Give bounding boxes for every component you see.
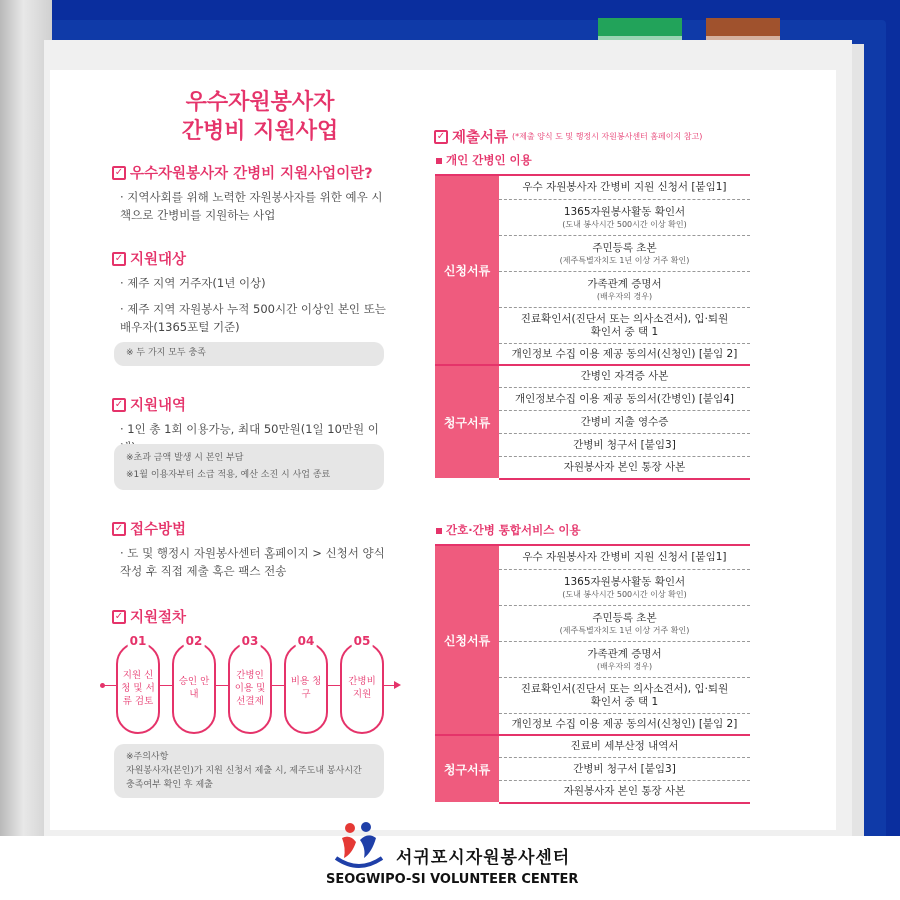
group-label: 신청서류 (435, 176, 499, 364)
group-claim-docs (435, 364, 750, 478)
step-label: 비용 청구 (290, 676, 322, 700)
caution-title: ※주의사항 (126, 752, 169, 762)
group-label: 신청서류 (435, 546, 499, 734)
process-start-dot (100, 683, 105, 688)
doc-row: 우수 자원봉사자 간병비 지원 신청서 [붙임1] (499, 176, 750, 200)
step-number: 03 (241, 634, 259, 648)
section-apply-heading (112, 518, 186, 539)
group-label: 청구서류 (435, 736, 499, 802)
target-note (114, 342, 384, 366)
process-flow (102, 632, 402, 752)
section-process-heading (112, 606, 186, 627)
doc-row: 간병인 자격증 사본 (499, 366, 750, 388)
checkbox-icon: ✓ (434, 130, 448, 144)
subsection-integrated-title: 간호·간병 통합서비스 이용 (446, 523, 581, 537)
arrow-right-icon (394, 681, 401, 689)
target-note-text: ※ 두 가지 모두 충족 (126, 348, 206, 358)
step-label: 간병인 이용 및 선결제 (234, 669, 266, 707)
doc-row: 간병비 지출 영수증 (499, 411, 750, 434)
group-apply-docs (435, 174, 750, 364)
target-bullet-1: · 제주 지역 거주자(1년 이상) (120, 276, 266, 290)
section-process-title: 지원절차 (130, 610, 187, 626)
content-note-1: ※초과 금액 발생 시 본인 부담 (126, 453, 244, 463)
doc-row: 주민등록 초본 (제주특별자치도 1년 이상 거주 확인) (499, 606, 750, 642)
subsection-personal-title: 개인 간병인 이용 (446, 153, 532, 167)
target-bullet-2: · 제주 지역 자원봉사 누적 500시간 이상인 본인 또는 배우자(1365포털 기준) (120, 302, 386, 334)
content-note-2: ※1월 이용자부터 소급 적용, 예산 소진 시 사업 종료 (126, 470, 331, 480)
checkbox-icon: ✓ (112, 610, 126, 624)
doc-row: 진료확인서(진단서 또는 의사소견서), 입·퇴원 확인서 중 택 1 (499, 308, 750, 344)
step-number: 01 (129, 634, 147, 648)
checkbox-icon: ✓ (112, 522, 126, 536)
process-step-3 (228, 634, 272, 734)
doc-row: 진료비 세부산정 내역서 (499, 736, 750, 758)
doc-row: 1365자원봉사활동 확인서 (도내 봉사시간 500시간 이상 확인) (499, 570, 750, 606)
doc-row: 진료확인서(진단서 또는 의사소견서), 입·퇴원 확인서 중 택 1 (499, 678, 750, 714)
page-title (130, 88, 390, 146)
title-line-2: 간병비 지원사업 (181, 119, 339, 144)
square-bullet-icon (436, 158, 442, 164)
step-label: 간병비 지원 (348, 676, 376, 700)
about-text: · 지역사회를 위해 노력한 자원봉사자를 위한 예우 시책으로 간병비를 지원하는 사업 (120, 190, 383, 222)
section-target-heading (112, 248, 186, 269)
doc-row: 간병비 청구서 [붙임3] (499, 434, 750, 457)
section-target-title: 지원대상 (130, 252, 187, 268)
doc-row: 개인정보 수집 이용 제공 동의서(신청인) [붙임 2] (499, 714, 750, 736)
doc-row: 자원봉사자 본인 통장 사본 (499, 457, 750, 480)
section-about-title: 우수자원봉사자 간병비 지원사업이란? (130, 166, 373, 182)
doc-row: 간병비 청구서 [붙임3] (499, 758, 750, 781)
section-docs-title: 제출서류 (452, 130, 509, 146)
doc-row: 개인정보수집 이용 제공 동의서(간병인) [붙임4] (499, 388, 750, 411)
apply-text: · 도 및 행정시 자원봉사센터 홈페이지 > 신청서 양식 작성 후 직접 제출 혹은 팩스 전송 (120, 546, 385, 578)
square-bullet-icon (436, 528, 442, 534)
checkbox-icon: ✓ (112, 398, 126, 412)
checkbox-icon: ✓ (112, 166, 126, 180)
caution-text: 자원봉사자(본인)가 지원 신청서 제출 시, 제주도내 봉사시간 충족여부 확인 후 제출 (126, 766, 362, 790)
section-apply-title: 접수방법 (130, 522, 187, 538)
section-docs-heading (434, 126, 702, 147)
subsection-personal-heading (436, 152, 532, 168)
caution-note (114, 744, 384, 798)
doc-row: 자원봉사자 본인 통장 사본 (499, 781, 750, 804)
checkbox-icon: ✓ (112, 252, 126, 266)
step-number: 04 (297, 634, 315, 648)
process-step-1 (116, 634, 160, 734)
section-content-title: 지원내역 (130, 398, 187, 414)
doc-row: 우수 자원봉사자 간병비 지원 신청서 [붙임1] (499, 546, 750, 570)
step-label: 지원 신청 및 서류 검토 (121, 669, 155, 707)
doc-row: 가족관계 증명서 (배우자의 경우) (499, 642, 750, 678)
doc-row: 1365자원봉사활동 확인서 (도내 봉사시간 500시간 이상 확인) (499, 200, 750, 236)
group-apply-docs (435, 544, 750, 734)
doc-row: 가족관계 증명서 (배우자의 경우) (499, 272, 750, 308)
volunteer-center-logo (330, 818, 388, 872)
group-claim-docs (435, 734, 750, 802)
process-step-4 (284, 634, 328, 734)
doc-row: 주민등록 초본 (제주특별자치도 1년 이상 거주 확인) (499, 236, 750, 272)
step-label: 승인 안내 (178, 676, 210, 700)
document-page (50, 70, 836, 830)
org-name-english: SEOGWIPO-SI VOLUNTEER CENTER (326, 872, 579, 887)
subsection-integrated-heading (436, 522, 581, 538)
section-content-heading (112, 394, 186, 415)
title-line-1: 우수자원봉사자 (185, 90, 335, 115)
step-number: 02 (185, 634, 203, 648)
step-number: 05 (353, 634, 371, 648)
process-step-2 (172, 634, 216, 734)
content-note (114, 444, 384, 490)
doc-row: 개인정보 수집 이용 제공 동의서(신청인) [붙임 2] (499, 344, 750, 366)
org-name-korean: 서귀포시자원봉사센터 (396, 848, 571, 868)
section-docs-note: (*제출 양식 도 및 행정시 자원봉사센터 홈페이지 참고) (512, 132, 703, 141)
content-bullet: · 1인 총 1회 이용가능, 최대 50만원(1일 10만원 이 (120, 422, 379, 436)
process-step-5 (340, 634, 384, 734)
section-about-heading (112, 162, 373, 183)
group-label: 청구서류 (435, 366, 499, 478)
